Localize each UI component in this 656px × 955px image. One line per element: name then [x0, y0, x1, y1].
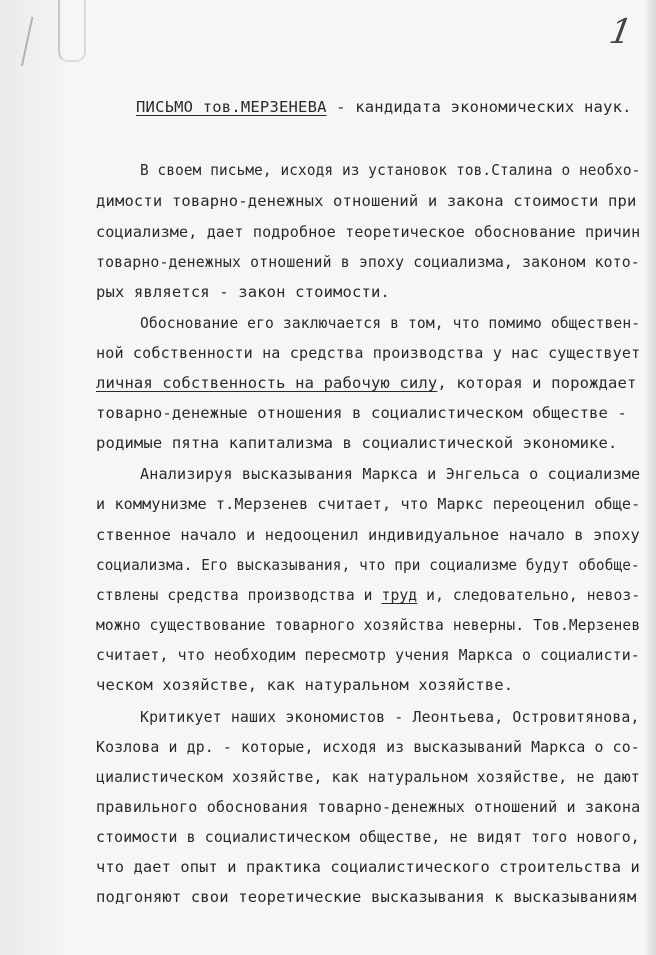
text-line: Анализируя высказывания Маркса и Энгельса о социализме	[140, 465, 641, 483]
text-line: социализме, дает подробное теоретическое обоснование причин	[96, 223, 641, 241]
text-line: и коммунизме т.Мерзенев считает, что Маркс переоценил обще-	[96, 495, 641, 513]
title-underlined: ПИСЬМО тов.МЕРЗЕНЕВА	[136, 98, 327, 116]
document-title	[136, 98, 632, 116]
text-line: ственное начало и недооценил индивидуальное начало в эпоху	[96, 526, 640, 544]
text-line: ствлены средства производства и труд и, следовательно, невоз-	[96, 586, 641, 604]
text-line: социализма. Его высказывания, что при социализме будут обобще-	[96, 556, 640, 574]
underlined-phrase: личная собственность на рабочую силу	[96, 374, 438, 392]
staple-mark	[58, 0, 86, 62]
text-line: Козлова и др. - которые, исходя из высказываний Маркса о со-	[96, 738, 640, 756]
text-line: личная собственность на рабочую силу, которая и порождает	[96, 374, 637, 392]
text-line: циалистическом хозяйстве, как натуральном хозяйстве, не дают	[96, 768, 640, 786]
title-rest: - кандидата экономических наук.	[326, 98, 632, 116]
text-line: родимые пятна капитализма в социалистической экономике.	[96, 434, 618, 452]
underlined-word: труд	[381, 586, 418, 604]
text-line: товарно-денежные отношения в социалистическом обществе -	[96, 404, 627, 422]
text-line: рых является - закон стоимости.	[96, 283, 390, 301]
text-line: Обоснование его заключается в том, что помимо обществен-	[140, 314, 641, 332]
text-line: В своем письме, исходя из установок тов.Сталина о необхо-	[140, 161, 641, 179]
text-line: подгоняют свои теоретические высказывания к высказываниям	[96, 888, 637, 906]
text-line: стоимости в социалистическом обществе, не видят того нового,	[96, 828, 640, 846]
corner-pencil-mark	[21, 17, 49, 70]
text-line: ческом хозяйстве, как натуральном хозяйстве.	[96, 676, 514, 694]
text-line: что дает опыт и практика социалистического строительства и	[96, 858, 640, 876]
text-line: ной собственности на средства производства у нас существует	[96, 344, 641, 362]
text-line: правильного обоснования товарно-денежных отношений и закона	[96, 798, 641, 816]
text-line: димости товарно-денежных отношений и закона стоимости при	[96, 192, 637, 210]
text-line: Критикует наших экономистов - Леонтьева, Островитянова,	[140, 708, 640, 726]
text-line: товарно-денежных отношений в эпоху социализма, законом кото-	[96, 253, 640, 271]
text-line: можно существование товарного хозяйства неверны. Тов.Мерзенев	[96, 616, 641, 634]
text-line: считает, что необходим пересмотр учения Маркса о социалисти-	[96, 646, 640, 664]
page-number: 1	[606, 12, 636, 52]
